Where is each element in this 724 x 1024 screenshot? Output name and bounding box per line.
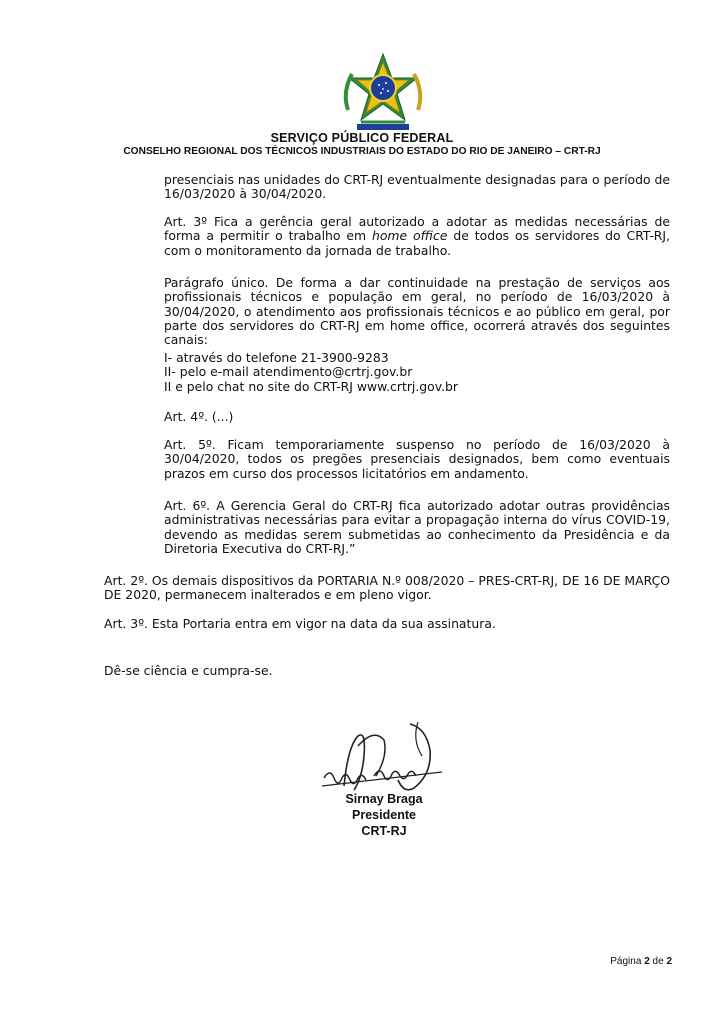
signature-block bbox=[314, 716, 464, 866]
paragraph-art3-inner bbox=[164, 215, 670, 258]
paragraph-art2: Art. 2º. Os demais dispositivos da PORTARIA N.º 008/2020 – PRES-CRT-RJ, DE 16 DE MARÇO DE 2020, permanecem inalterados e em pleno vigor. bbox=[104, 573, 670, 603]
paragraph-art4: Art. 4º. (...) bbox=[164, 409, 234, 424]
brazil-coat-of-arms-icon bbox=[340, 52, 426, 134]
channel-chat: II e pelo chat no site do CRT-RJ www.crtrj.gov.br bbox=[164, 378, 459, 394]
art3-home-office: home office bbox=[372, 228, 448, 244]
page-number bbox=[560, 956, 672, 967]
paragraph-unique: Parágrafo único. De forma a dar continuidade na prestação de serviços aos profissionais técnicos e população em geral, no período de 16/03/2020 à 30/04/2020, o atendimento aos profissionais técnicos e ao público em geral, por parte dos servidores do CRT-RJ em home office, ocorrerá através dos seguintes canais: bbox=[164, 275, 670, 348]
header-subtitle: CONSELHO REGIONAL DOS TÉCNICOS INDUSTRIAIS DO ESTADO DO RIO DE JANEIRO – CRT-RJ bbox=[123, 146, 601, 157]
page-of: de bbox=[652, 956, 664, 967]
art3-text-before: Art. 3º Fica a gerência geral autorizado a adotar as medidas necessárias de forma a permitir o trabalho em bbox=[164, 214, 670, 244]
channel-email: II- pelo e-mail atendimento@crtrj.gov.br bbox=[164, 364, 413, 380]
signer-org: CRT-RJ bbox=[361, 824, 407, 838]
channel-phone: I- através do telefone 21-3900-9283 bbox=[164, 350, 389, 365]
channels-list bbox=[164, 351, 670, 394]
page-label: Página bbox=[610, 956, 642, 967]
paragraph-art3: Art. 3º. Esta Portaria entra em vigor na data da sua assinatura. bbox=[104, 616, 496, 631]
page-total: 2 bbox=[666, 956, 672, 967]
signer-role: Presidente bbox=[352, 808, 416, 822]
closing-text: Dê-se ciência e cumpra-se. bbox=[104, 663, 273, 678]
paragraph-art6: Art. 6º. A Gerencia Geral do CRT-RJ fica autorizado adotar outras providências administrativas necessárias para evitar a propagação interna do vírus COVID-19, devendo as medidas serem submetidas ao conhecimento da Presidência e da Diretoria Executiva do CRT-RJ.” bbox=[164, 498, 670, 556]
paragraph-art5: Art. 5º. Ficam temporariamente suspenso no período de 16/03/2020 à 30/04/2020, todos os pregões presenciais designados, bem como eventuais prazos em curso dos processos licitatórios em andamento. bbox=[164, 437, 670, 481]
signer-name: Sirnay Braga bbox=[345, 792, 423, 806]
paragraph-continuation: presenciais nas unidades do CRT-RJ eventualmente designadas para o período de 16/03/2020 à 30/04/2020. bbox=[164, 172, 670, 202]
art3-text-after: de todos os servidores do CRT-RJ, com o monitoramento da jornada de trabalho. bbox=[164, 228, 671, 258]
page-current: 2 bbox=[644, 956, 650, 967]
header-title: SERVIÇO PÚBLICO FEDERAL bbox=[270, 131, 454, 145]
